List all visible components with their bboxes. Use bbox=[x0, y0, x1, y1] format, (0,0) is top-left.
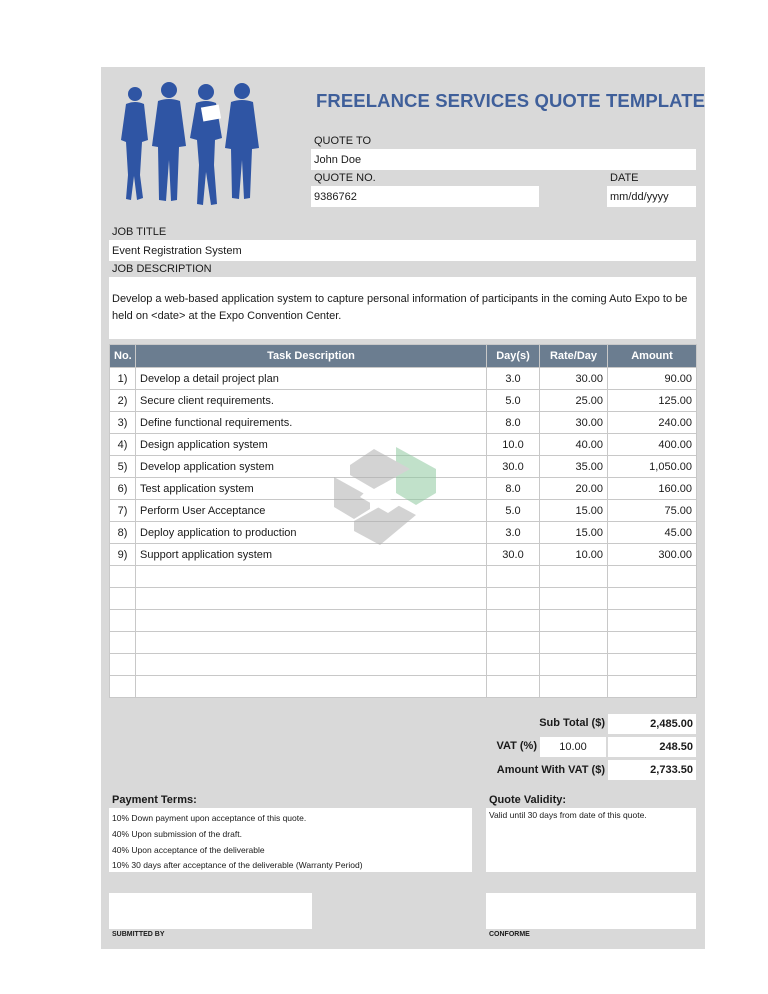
payment-term-line: 10% 30 days after acceptance of the deliverable (Warranty Period) bbox=[112, 860, 363, 870]
amount-cell[interactable]: 125.00 bbox=[608, 390, 697, 412]
total-with-vat-label: Amount With VAT ($) bbox=[496, 764, 605, 776]
quote-no-label: QUOTE NO. bbox=[314, 172, 376, 184]
days-cell[interactable]: 8.0 bbox=[487, 478, 540, 500]
empty-table-row bbox=[110, 610, 697, 632]
row-number-cell[interactable]: 3) bbox=[110, 412, 136, 434]
date-label: DATE bbox=[610, 172, 639, 184]
amount-cell[interactable]: 1,050.00 bbox=[608, 456, 697, 478]
days-cell[interactable]: 3.0 bbox=[487, 522, 540, 544]
rate-per-day-cell[interactable]: 25.00 bbox=[540, 390, 608, 412]
job-description-line-1: Develop a web-based application system to capture personal information of participants in the coming Auto Expo to be bbox=[112, 293, 688, 305]
quote-to-label: QUOTE TO bbox=[314, 135, 372, 147]
empty-table-row bbox=[110, 566, 697, 588]
days-cell[interactable]: 30.0 bbox=[487, 456, 540, 478]
amount-cell[interactable]: 300.00 bbox=[608, 544, 697, 566]
task-description-cell[interactable]: Design application system bbox=[136, 434, 487, 456]
row-number-cell[interactable]: 2) bbox=[110, 390, 136, 412]
rate-per-day-cell[interactable]: 15.00 bbox=[540, 522, 608, 544]
conforme-signature-field[interactable] bbox=[486, 893, 696, 929]
days-cell[interactable]: 3.0 bbox=[487, 368, 540, 390]
payment-term-line: 40% Upon submission of the draft. bbox=[112, 829, 242, 839]
payment-terms-box[interactable] bbox=[109, 808, 472, 872]
amount-cell[interactable]: 45.00 bbox=[608, 522, 697, 544]
empty-cell[interactable] bbox=[136, 588, 487, 610]
task-description-cell[interactable]: Define functional requirements. bbox=[136, 412, 487, 434]
quote-no-field[interactable]: 9386762 bbox=[311, 186, 539, 207]
empty-cell[interactable] bbox=[608, 610, 697, 632]
empty-cell[interactable] bbox=[110, 676, 136, 698]
days-cell[interactable]: 30.0 bbox=[487, 544, 540, 566]
empty-cell[interactable] bbox=[540, 610, 608, 632]
row-number-cell[interactable]: 1) bbox=[110, 368, 136, 390]
empty-cell[interactable] bbox=[110, 632, 136, 654]
empty-cell[interactable] bbox=[608, 566, 697, 588]
row-number-cell[interactable]: 8) bbox=[110, 522, 136, 544]
amount-cell[interactable]: 90.00 bbox=[608, 368, 697, 390]
empty-cell[interactable] bbox=[110, 588, 136, 610]
total-with-vat-value: 2,733.50 bbox=[608, 760, 696, 780]
empty-cell[interactable] bbox=[540, 588, 608, 610]
rate-per-day-cell[interactable]: 10.00 bbox=[540, 544, 608, 566]
amount-cell[interactable]: 240.00 bbox=[608, 412, 697, 434]
payment-terms-label: Payment Terms: bbox=[112, 794, 197, 806]
subtotal-value: 2,485.00 bbox=[608, 714, 696, 734]
task-description-cell[interactable]: Support application system bbox=[136, 544, 487, 566]
table-row bbox=[110, 390, 697, 412]
submitted-by-label: SUBMITTED BY bbox=[112, 931, 165, 938]
document-title: FREELANCE SERVICES QUOTE TEMPLATE bbox=[316, 90, 706, 111]
amount-cell[interactable]: 75.00 bbox=[608, 500, 697, 522]
empty-cell[interactable] bbox=[487, 632, 540, 654]
job-title-field[interactable]: Event Registration System bbox=[109, 240, 696, 261]
days-cell[interactable]: 8.0 bbox=[487, 412, 540, 434]
days-cell[interactable]: 5.0 bbox=[487, 390, 540, 412]
empty-cell[interactable] bbox=[487, 676, 540, 698]
empty-cell[interactable] bbox=[608, 654, 697, 676]
empty-table-row bbox=[110, 654, 697, 676]
row-number-cell[interactable]: 4) bbox=[110, 434, 136, 456]
amount-cell[interactable]: 400.00 bbox=[608, 434, 697, 456]
rate-per-day-cell[interactable]: 15.00 bbox=[540, 500, 608, 522]
empty-cell[interactable] bbox=[110, 654, 136, 676]
column-header-rate-per-day: Rate/Day bbox=[540, 345, 608, 368]
row-number-cell[interactable]: 9) bbox=[110, 544, 136, 566]
empty-cell[interactable] bbox=[136, 610, 487, 632]
empty-cell[interactable] bbox=[136, 654, 487, 676]
table-row bbox=[110, 368, 697, 390]
empty-cell[interactable] bbox=[540, 632, 608, 654]
amount-cell[interactable]: 160.00 bbox=[608, 478, 697, 500]
empty-cell[interactable] bbox=[487, 566, 540, 588]
row-number-cell[interactable]: 6) bbox=[110, 478, 136, 500]
job-title-label: JOB TITLE bbox=[112, 226, 167, 238]
subtotal-label: Sub Total ($) bbox=[539, 717, 605, 729]
date-field[interactable]: mm/dd/yyyy bbox=[607, 186, 696, 207]
vat-label: VAT (%) bbox=[496, 740, 537, 752]
empty-table-row bbox=[110, 676, 697, 698]
empty-cell[interactable] bbox=[608, 632, 697, 654]
task-table-header bbox=[110, 345, 697, 368]
column-header-no: No. bbox=[110, 345, 136, 368]
vat-amount-value: 248.50 bbox=[608, 737, 696, 757]
task-description-cell[interactable]: Secure client requirements. bbox=[136, 390, 487, 412]
empty-cell[interactable] bbox=[136, 676, 487, 698]
quote-validity-label: Quote Validity: bbox=[489, 794, 567, 806]
empty-cell[interactable] bbox=[487, 588, 540, 610]
payment-term-line: 10% Down payment upon acceptance of this quote. bbox=[112, 813, 307, 823]
empty-cell[interactable] bbox=[136, 566, 487, 588]
empty-cell[interactable] bbox=[136, 632, 487, 654]
task-description-cell[interactable]: Deploy application to production bbox=[136, 522, 487, 544]
empty-cell[interactable] bbox=[487, 654, 540, 676]
empty-cell[interactable] bbox=[540, 676, 608, 698]
empty-table-row bbox=[110, 588, 697, 610]
row-number-cell[interactable]: 7) bbox=[110, 500, 136, 522]
days-cell[interactable]: 5.0 bbox=[487, 500, 540, 522]
task-description-cell[interactable]: Develop application system bbox=[136, 456, 487, 478]
quote-to-field[interactable]: John Doe bbox=[311, 149, 696, 170]
rate-per-day-cell[interactable]: 30.00 bbox=[540, 368, 608, 390]
brand-watermark-logo-icon bbox=[330, 447, 440, 547]
quote-validity-text: Valid until 30 days from date of this quote. bbox=[489, 810, 647, 820]
empty-cell[interactable] bbox=[487, 610, 540, 632]
empty-cell[interactable] bbox=[608, 588, 697, 610]
submitted-by-signature-field[interactable] bbox=[109, 893, 312, 929]
business-people-illustration-icon bbox=[118, 80, 268, 210]
quote-validity-box[interactable] bbox=[486, 808, 696, 872]
conforme-label: CONFORME bbox=[489, 931, 530, 938]
rate-per-day-cell[interactable]: 30.00 bbox=[540, 412, 608, 434]
empty-cell[interactable] bbox=[540, 654, 608, 676]
empty-cell[interactable] bbox=[110, 610, 136, 632]
empty-table-row bbox=[110, 632, 697, 654]
job-description-field[interactable] bbox=[109, 277, 696, 339]
task-description-cell[interactable]: Test application system bbox=[136, 478, 487, 500]
empty-cell[interactable] bbox=[608, 676, 697, 698]
task-description-cell[interactable]: Develop a detail project plan bbox=[136, 368, 487, 390]
column-header-task-description: Task Description bbox=[136, 345, 487, 368]
vat-rate-field[interactable]: 10.00 bbox=[540, 737, 606, 757]
empty-cell[interactable] bbox=[540, 566, 608, 588]
rate-per-day-cell[interactable]: 20.00 bbox=[540, 478, 608, 500]
table-row bbox=[110, 412, 697, 434]
rate-per-day-cell[interactable]: 35.00 bbox=[540, 456, 608, 478]
empty-cell[interactable] bbox=[110, 566, 136, 588]
row-number-cell[interactable]: 5) bbox=[110, 456, 136, 478]
task-description-cell[interactable]: Perform User Acceptance bbox=[136, 500, 487, 522]
job-description-label: JOB DESCRIPTION bbox=[112, 263, 212, 275]
payment-term-line: 40% Upon acceptance of the deliverable bbox=[112, 845, 265, 855]
days-cell[interactable]: 10.0 bbox=[487, 434, 540, 456]
column-header-days: Day(s) bbox=[487, 345, 540, 368]
column-header-amount: Amount bbox=[608, 345, 697, 368]
rate-per-day-cell[interactable]: 40.00 bbox=[540, 434, 608, 456]
job-description-line-2: held on <date> at the Expo Convention Center. bbox=[112, 310, 342, 322]
